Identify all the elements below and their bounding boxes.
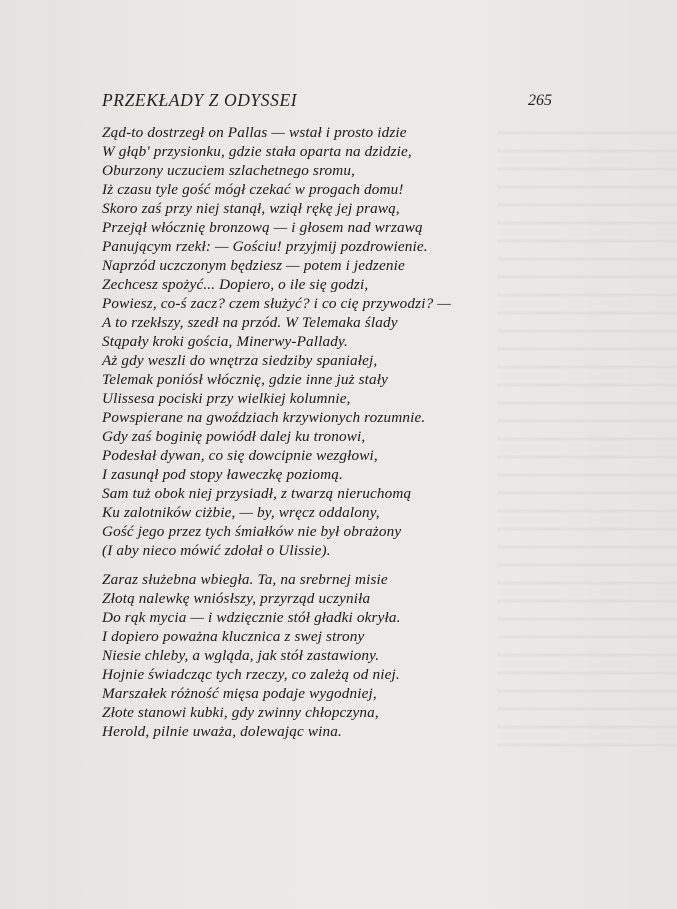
verse-line: Do rąk mycia — i wdzięcznie stół gładki okryła. [102,609,401,626]
verse-line: Podesłał dywan, co się dowcipnie wezgłowi, [102,447,378,464]
verse-line: Powiesz, co-ś zacz? czem służyć? i co cię przywodzi? — [102,295,451,312]
verse-line: Powspierane na gwoździach krzywionych rozumnie. [102,409,426,426]
verse-line: Sam tuż obok niej przysiadł, z twarzą nieruchomą [102,485,412,502]
verse-line: Aż gdy weszli do wnętrza siedziby spaniałej, [102,352,378,369]
verse-line: Herold, pilnie uważa, dolewając wina. [102,723,342,740]
verse-line: Złotą nalewkę wniósłszy, przyrząd uczyniła [102,590,371,607]
stanza-2 [102,570,542,741]
verse-line: (I aby nieco mówić zdołał o Ulissie). [102,542,331,559]
verse-line: W głąb' przysionku, gdzie stała oparta na dzidzie, [102,143,412,160]
verse-line: Złote stanowi kubki, gdy zwinny chłopczyna, [102,704,379,721]
stanza-1 [102,123,542,560]
verse-line: Hojnie świadcząc tych rzeczy, co zależą od niej. [102,666,400,683]
verse-line: Niesie chleby, a wgląda, jak stół zastawiony. [102,647,380,664]
running-title: PRZEKŁADY Z ODYSSEI [102,90,298,110]
verse-line: Telemak poniósł włócznię, gdzie inne już stały [102,371,389,388]
verse-line: Ząd-to dostrzegł on Pallas — wstał i prosto idzie [102,124,407,141]
verse-line: I dopiero poważna klucznica z swej strony [102,628,365,645]
verse-line: Zechcesz spożyć... Dopiero, o ile się godzi, [102,276,369,293]
verse-line: Panującym rzekł: — Gościu! przyjmij pozdrowienie. [102,238,428,255]
verse-line: Ulissesa pociski przy wielkiej kolumnie, [102,390,351,407]
verse-line: A to rzekłszy, szedł na przód. W Telemaka ślady [102,314,398,331]
verse-line: I zasunął pod stopy ławeczkę poziomą. [102,466,343,483]
verse-line: Marszałek różność mięsa podaje wygodniej, [102,685,377,702]
page-number: 265 [528,92,552,109]
verse-line: Gość jego przez tych śmiałków nie był obrażony [102,523,402,540]
verse-line: Ku zalotników ciżbie, — by, wręcz oddalony, [102,504,380,521]
verse-line: Przejął włócznię bronzową — i głosem nad wrzawą [102,219,423,236]
verse-line: Gdy zaś boginię powiódł dalej ku tronowi, [102,428,366,445]
verse-line: Naprzód uczczonym będziesz — potem i jedzenie [102,257,405,274]
page-header [102,90,552,112]
verse-line: Iż czasu tyle gość mógł czekać w progach domu! [102,181,404,198]
verse-line: Zaraz służebna wbiegła. Ta, na srebrnej misie [102,571,388,588]
verse-line: Stąpały kroki gościa, Minerwy-Pallady. [102,333,348,350]
verse-line: Skoro zaś przy niej stanął, wziął rękę jej prawą, [102,200,400,217]
verse-line: Oburzony uczuciem szlachetnego sromu, [102,162,356,179]
